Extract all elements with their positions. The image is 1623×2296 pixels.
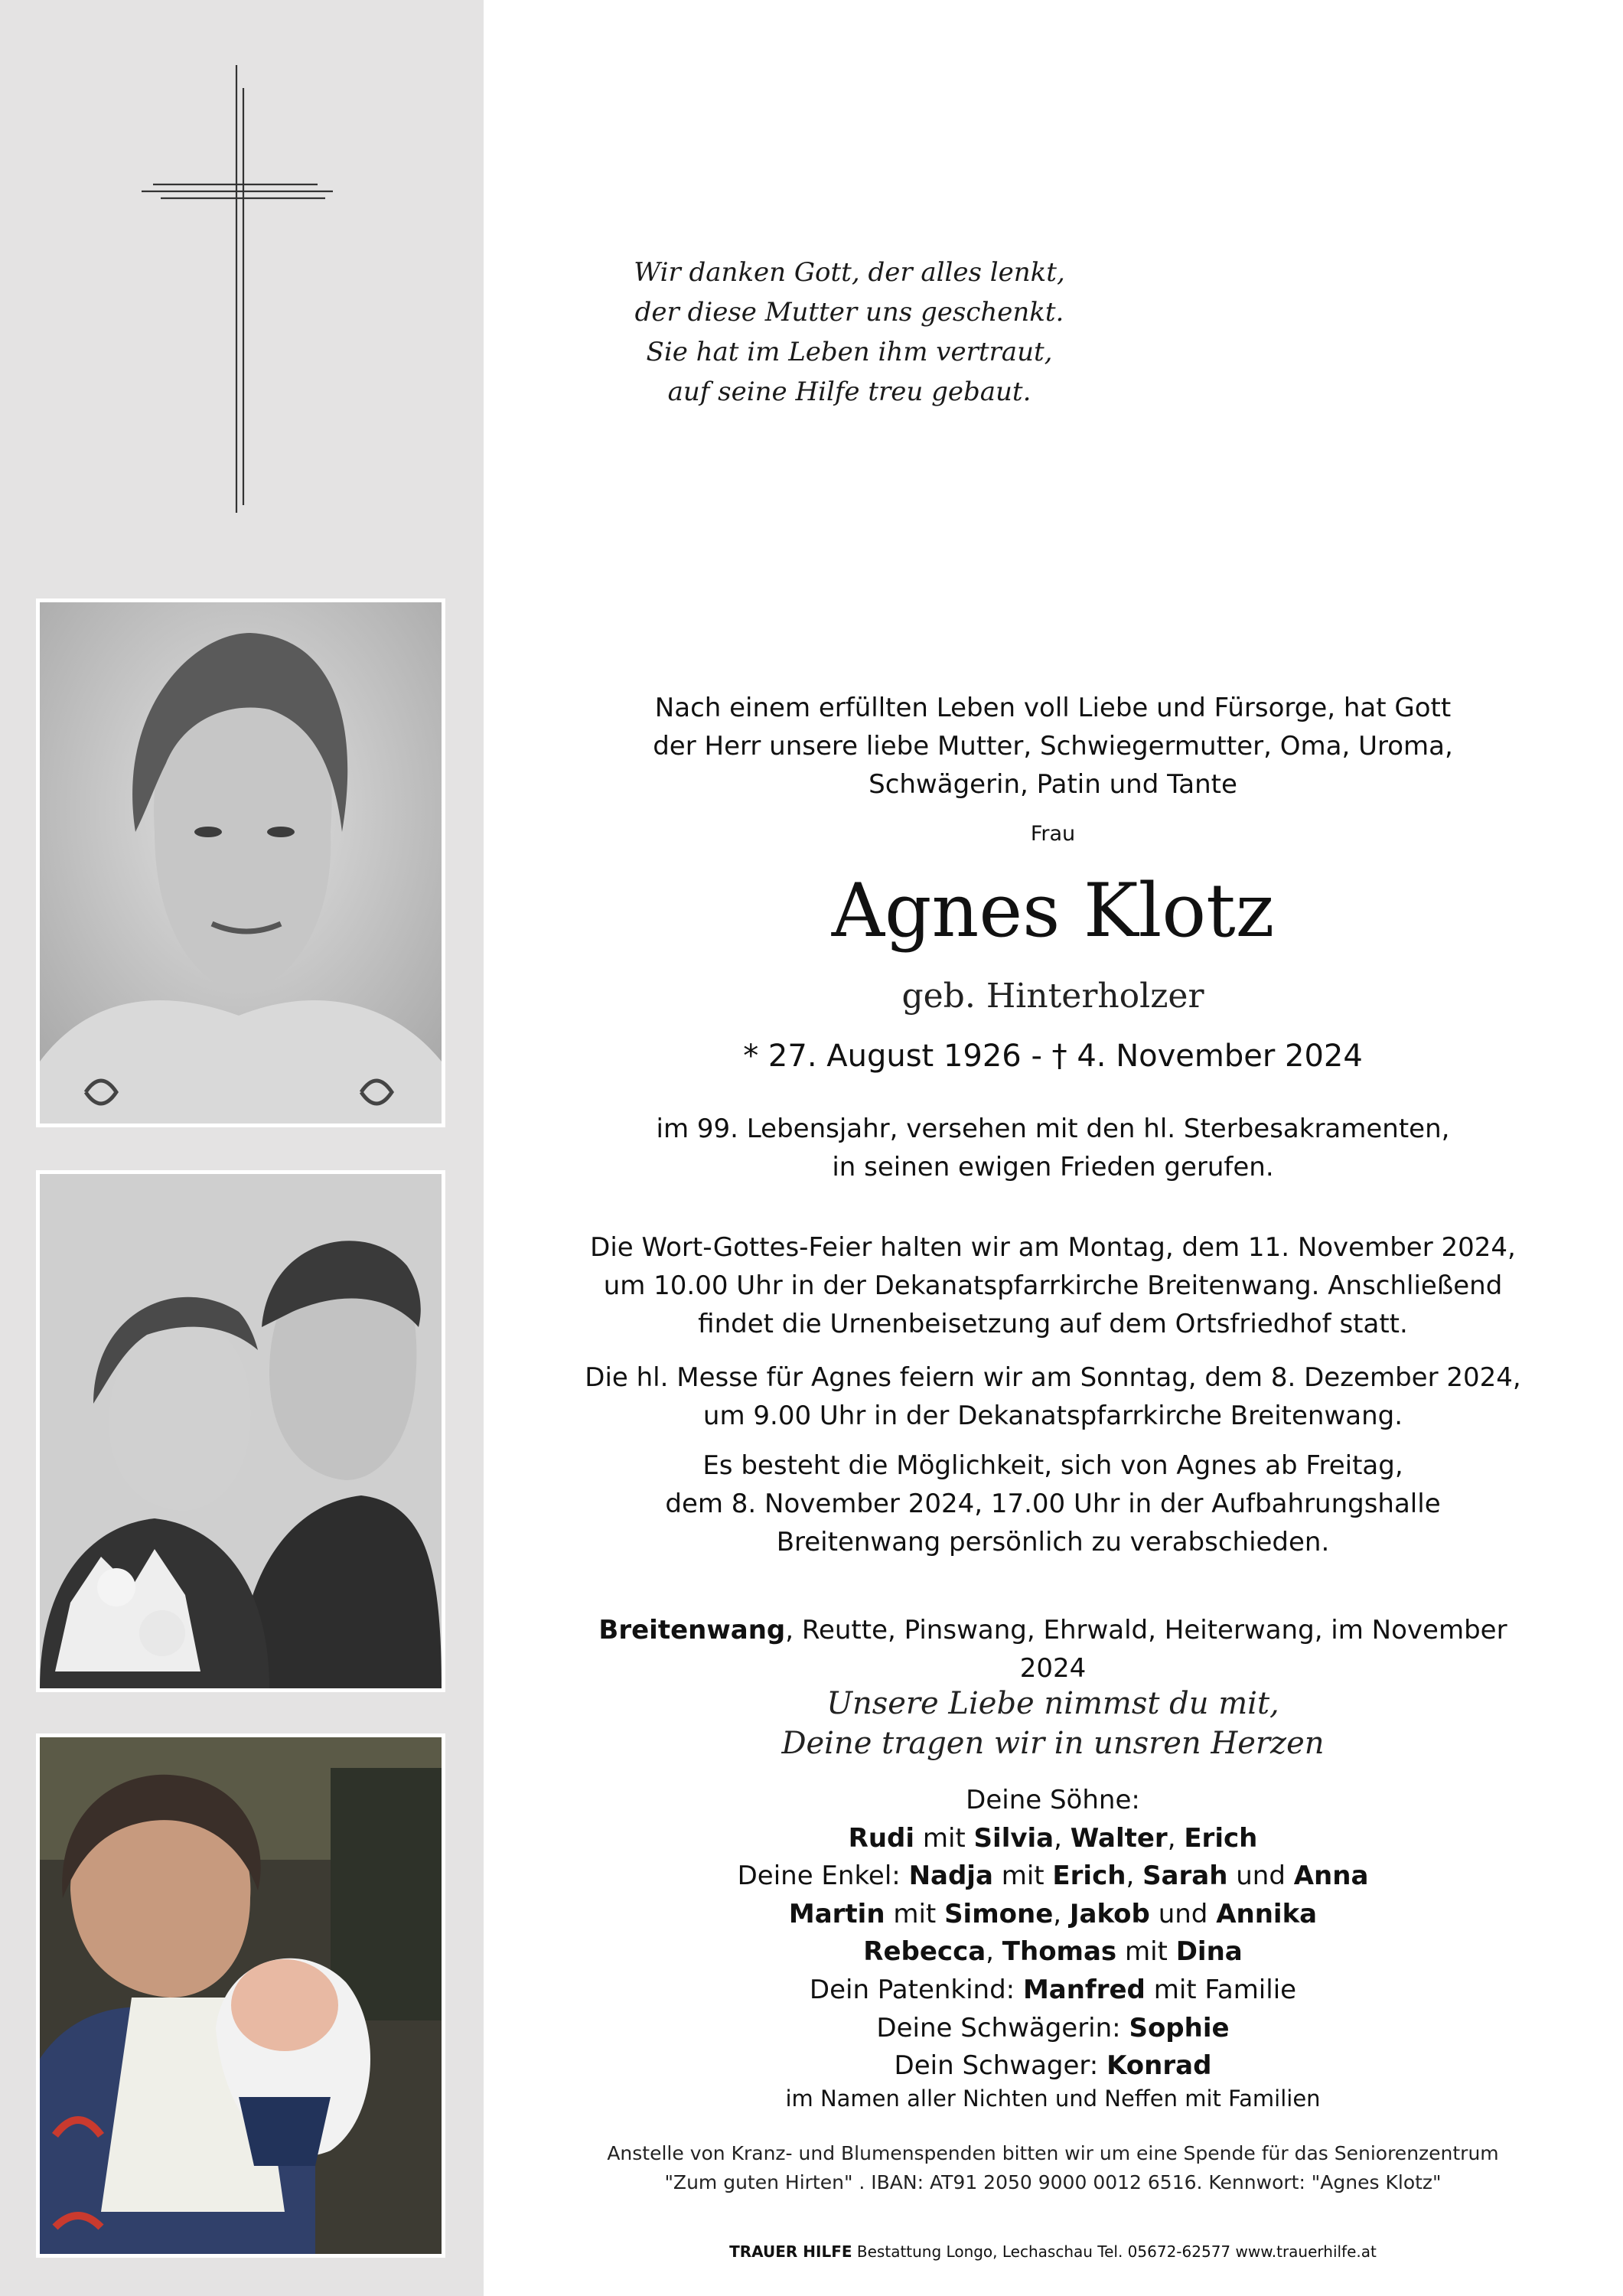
grandchildren-line — [562, 1933, 1543, 1971]
connector: , — [986, 1936, 1002, 1968]
grandchildren-line — [562, 1857, 1543, 1896]
mass-line: um 9.00 Uhr in der Dekanatspfarrkirche Breitenwang. — [702, 1401, 1403, 1431]
ceremony-line: findet die Urnenbeisetzung auf dem Ortsfriedhof statt. — [698, 1309, 1408, 1339]
brother-in-law-line — [562, 2047, 1543, 2086]
godchild-label: Dein Patenkind: — [809, 1974, 1023, 2005]
mourner-name: Manfred — [1022, 1974, 1146, 2005]
mourners-closing: im Namen aller Nichten und Neffen mit Familien — [785, 2086, 1321, 2112]
mourner-name: Erich — [1052, 1861, 1126, 1892]
mourner-name: Rudi — [848, 1822, 915, 1854]
brother-in-law-label: Dein Schwager: — [894, 2050, 1107, 2082]
mourner-name: Konrad — [1106, 2050, 1212, 2082]
grandchildren-label: Deine Enkel: — [737, 1861, 909, 1892]
salutation: Frau — [1030, 822, 1076, 846]
connector: , — [1053, 1898, 1070, 1929]
viewing-line: Es besteht die Möglichkeit, sich von Agnes ab Freitag, — [702, 1450, 1403, 1481]
places-rest: , Reutte, Pinswang, Ehrwald, Heiterwang, im November 2024 — [785, 1615, 1507, 1684]
places-line — [562, 1611, 1543, 1688]
quote-line: Deine tragen wir in unsren Herzen — [781, 1726, 1325, 1761]
viewing-line: dem 8. November 2024, 17.00 Uhr in der Aufbahrungshalle — [665, 1489, 1441, 1519]
donation-note — [562, 2139, 1543, 2197]
age-note — [562, 1110, 1543, 1186]
sister-in-law-line — [562, 2010, 1543, 2048]
poem-line: auf seine Hilfe treu gebaut. — [667, 377, 1031, 407]
connector: mit — [992, 1861, 1053, 1892]
announcement-intro — [562, 689, 1543, 804]
connector: , — [1167, 1822, 1185, 1854]
mourner-name: Jakob — [1069, 1898, 1150, 1929]
mass-info — [562, 1358, 1543, 1435]
footer-brand: TRAUER HILFE — [729, 2242, 852, 2261]
footer-text: Bestattung Longo, Lechaschau Tel. 05672-62577 www.trauerhilfe.at — [852, 2242, 1377, 2261]
age-note-line: im 99. Lebensjahr, versehen mit den hl. Sterbesakramenten, — [656, 1114, 1450, 1144]
grandchildren-line — [562, 1896, 1543, 1934]
mourner-name: Nadja — [908, 1861, 993, 1892]
farewell-quote — [562, 1684, 1543, 1763]
connector: mit — [885, 1898, 945, 1929]
ceremony-line: Die Wort-Gottes-Feier halten wir am Montag, dem 11. November 2024, — [590, 1232, 1516, 1263]
mourner-name: Annika — [1216, 1898, 1318, 1929]
wedding-photo — [36, 1170, 445, 1692]
deceased-name: Agnes Klotz — [831, 868, 1275, 954]
places-bold: Breitenwang — [598, 1615, 786, 1645]
mourner-name: Martin — [788, 1898, 885, 1929]
connector: mit — [1116, 1936, 1176, 1968]
sons-label: Deine Söhne: — [966, 1785, 1140, 1815]
connector: und — [1149, 1898, 1217, 1929]
mourner-name: Silvia — [973, 1822, 1054, 1854]
intro-line: Schwägerin, Patin und Tante — [869, 769, 1237, 800]
mourner-name: Anna — [1293, 1861, 1369, 1892]
poem-line: Wir danken Gott, der alles lenkt, — [634, 257, 1065, 288]
ceremony-line: um 10.00 Uhr in der Dekanatspfarrkirche Breitenwang. Anschließend — [603, 1270, 1503, 1301]
connector: mit — [914, 1822, 974, 1854]
intro-line: Nach einem erfüllten Leben voll Liebe und Fürsorge, hat Gott — [654, 693, 1452, 723]
connector: , — [1054, 1822, 1071, 1854]
quote-line: Unsere Liebe nimmst du mit, — [826, 1686, 1279, 1721]
mourners-list — [562, 1782, 1543, 2086]
mourner-name: Erich — [1184, 1822, 1258, 1854]
mourner-name: Walter — [1070, 1822, 1168, 1854]
sister-in-law-label: Deine Schwägerin: — [876, 2012, 1129, 2043]
donation-line: "Zum guten Hirten" . IBAN: AT91 2050 9000 0012 6516. Kennwort: "Agnes Klotz" — [664, 2171, 1442, 2193]
footer — [562, 2241, 1543, 2262]
mourner-name: Sarah — [1142, 1861, 1228, 1892]
mass-line: Die hl. Messe für Agnes feiern wir am Sonntag, dem 8. Dezember 2024, — [585, 1362, 1521, 1393]
donation-line: Anstelle von Kranz- und Blumenspenden bitten wir um eine Spende für das Seniorenzentrum — [607, 2142, 1499, 2164]
viewing-line: Breitenwang persönlich zu verabschieden. — [776, 1527, 1330, 1557]
life-dates: * 27. August 1926 - † 4. November 2024 — [743, 1039, 1363, 1074]
godchild-line — [562, 1971, 1543, 2010]
intro-line: der Herr unsere liebe Mutter, Schwiegermutter, Oma, Uroma, — [653, 731, 1453, 762]
memorial-poem — [582, 253, 1117, 412]
mourner-name: Thomas — [1002, 1936, 1117, 1968]
poem-line: der diese Mutter uns geschenkt. — [634, 297, 1064, 328]
mourner-name: Dina — [1175, 1936, 1243, 1968]
mourner-name: Sophie — [1129, 2012, 1230, 2043]
maiden-name: geb. Hinterholzer — [901, 977, 1204, 1016]
sons-line — [562, 1820, 1543, 1858]
mourner-name: Simone — [944, 1898, 1054, 1929]
connector: mit Familie — [1145, 1974, 1297, 2005]
cross-icon — [142, 65, 333, 513]
viewing-info — [562, 1446, 1543, 1561]
mourner-name: Rebecca — [863, 1936, 986, 1968]
age-note-line: in seinen ewigen Frieden gerufen. — [832, 1152, 1274, 1182]
poem-line: Sie hat im Leben ihm vertraut, — [646, 337, 1053, 367]
grandmother-with-baby-photo — [36, 1733, 445, 2258]
ceremony-info — [562, 1228, 1543, 1343]
connector: und — [1227, 1861, 1294, 1892]
connector: , — [1126, 1861, 1143, 1892]
young-portrait-photo — [36, 598, 445, 1127]
